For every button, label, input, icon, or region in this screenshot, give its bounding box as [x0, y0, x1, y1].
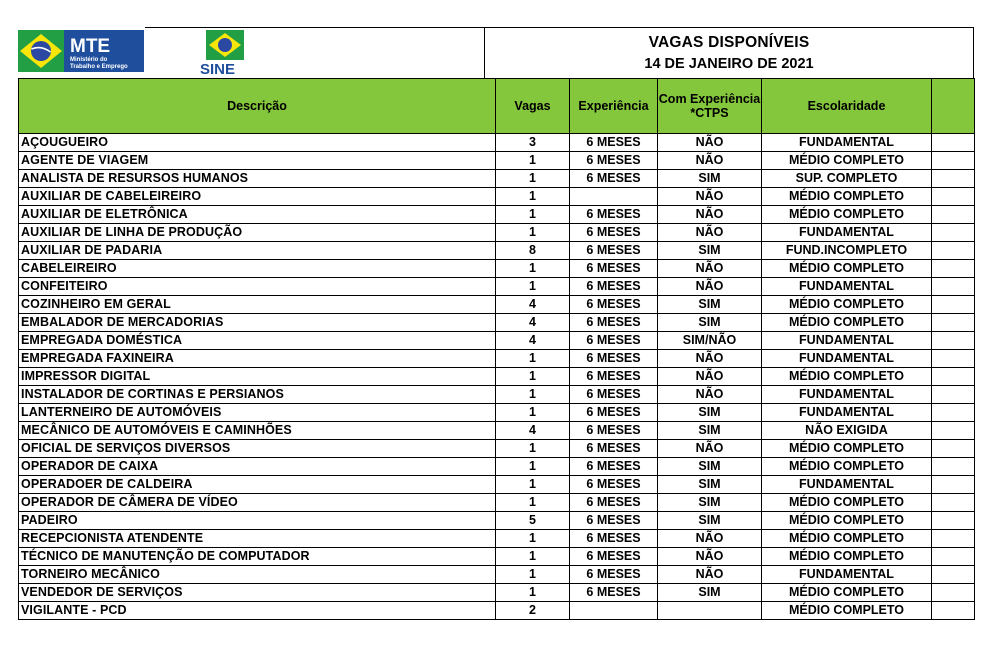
table-row: [19, 206, 975, 224]
cell-ctps: SIM: [658, 170, 762, 188]
cell-vagas: 1: [496, 404, 570, 422]
cell-extra: [932, 224, 975, 242]
column-header-ctps: Com Experiência *CTPS: [658, 79, 762, 134]
cell-ctps: NÃO: [658, 278, 762, 296]
cell-extra: [932, 206, 975, 224]
table-row: [19, 170, 975, 188]
cell-experiencia: 6 MESES: [570, 260, 658, 278]
page-title: VAGAS DISPONÍVEIS: [648, 34, 810, 51]
cell-descricao: TORNEIRO MECÂNICO: [19, 566, 496, 584]
table-row: [19, 404, 975, 422]
cell-descricao: TÉCNICO DE MANUTENÇÃO DE COMPUTADOR: [19, 548, 496, 566]
cell-ctps: SIM: [658, 314, 762, 332]
cell-ctps: NÃO: [658, 350, 762, 368]
cell-vagas: 4: [496, 314, 570, 332]
cell-experiencia: 6 MESES: [570, 386, 658, 404]
table-row: [19, 476, 975, 494]
cell-descricao: AGENTE DE VIAGEM: [19, 152, 496, 170]
cell-escolaridade: FUNDAMENTAL: [762, 566, 932, 584]
cell-extra: [932, 350, 975, 368]
cell-escolaridade: MÉDIO COMPLETO: [762, 548, 932, 566]
cell-descricao: OPERADOR DE CÂMERA DE VÍDEO: [19, 494, 496, 512]
cell-ctps: NÃO: [658, 188, 762, 206]
cell-experiencia: 6 MESES: [570, 584, 658, 602]
cell-extra: [932, 278, 975, 296]
cell-escolaridade: SUP. COMPLETO: [762, 170, 932, 188]
table-row: [19, 224, 975, 242]
cell-ctps: SIM: [658, 296, 762, 314]
cell-experiencia: 6 MESES: [570, 458, 658, 476]
cell-extra: [932, 458, 975, 476]
cell-vagas: 1: [496, 152, 570, 170]
cell-escolaridade: MÉDIO COMPLETO: [762, 458, 932, 476]
column-header-experiencia: Experiência: [570, 79, 658, 134]
cell-experiencia: 6 MESES: [570, 422, 658, 440]
table-row: [19, 422, 975, 440]
cell-descricao: COZINHEIRO EM GERAL: [19, 296, 496, 314]
table-row: [19, 296, 975, 314]
cell-ctps: SIM: [658, 584, 762, 602]
cell-descricao: VENDEDOR DE SERVIÇOS: [19, 584, 496, 602]
cell-descricao: INSTALADOR DE CORTINAS E PERSIANOS: [19, 386, 496, 404]
cell-extra: [932, 512, 975, 530]
cell-escolaridade: MÉDIO COMPLETO: [762, 368, 932, 386]
cell-vagas: 1: [496, 530, 570, 548]
cell-extra: [932, 170, 975, 188]
cell-vagas: 1: [496, 206, 570, 224]
cell-vagas: 1: [496, 278, 570, 296]
cell-escolaridade: MÉDIO COMPLETO: [762, 152, 932, 170]
cell-escolaridade: FUNDAMENTAL: [762, 332, 932, 350]
cell-extra: [932, 332, 975, 350]
cell-experiencia: 6 MESES: [570, 530, 658, 548]
cell-vagas: 1: [496, 566, 570, 584]
cell-escolaridade: MÉDIO COMPLETO: [762, 314, 932, 332]
cell-escolaridade: FUNDAMENTAL: [762, 278, 932, 296]
cell-escolaridade: MÉDIO COMPLETO: [762, 440, 932, 458]
cell-experiencia: 6 MESES: [570, 278, 658, 296]
cell-vagas: 4: [496, 332, 570, 350]
table-row: [19, 332, 975, 350]
cell-experiencia: 6 MESES: [570, 332, 658, 350]
cell-ctps: SIM: [658, 242, 762, 260]
cell-extra: [932, 494, 975, 512]
cell-experiencia: 6 MESES: [570, 512, 658, 530]
table-row: [19, 548, 975, 566]
table-row: [19, 188, 975, 206]
cell-ctps: NÃO: [658, 152, 762, 170]
cell-vagas: 1: [496, 494, 570, 512]
cell-vagas: 4: [496, 296, 570, 314]
cell-extra: [932, 422, 975, 440]
cell-extra: [932, 368, 975, 386]
cell-extra: [932, 242, 975, 260]
cell-escolaridade: FUNDAMENTAL: [762, 134, 932, 152]
cell-extra: [932, 386, 975, 404]
vacancies-table: [18, 78, 975, 620]
cell-ctps: SIM: [658, 422, 762, 440]
cell-experiencia: 6 MESES: [570, 152, 658, 170]
cell-vagas: 1: [496, 440, 570, 458]
cell-descricao: RECEPCIONISTA ATENDENTE: [19, 530, 496, 548]
cell-vagas: 3: [496, 134, 570, 152]
cell-experiencia: 6 MESES: [570, 494, 658, 512]
cell-ctps: SIM: [658, 512, 762, 530]
cell-ctps: SIM: [658, 458, 762, 476]
cell-descricao: VIGILANTE - PCD: [19, 602, 496, 620]
cell-descricao: OPERADOR DE CAIXA: [19, 458, 496, 476]
cell-vagas: 1: [496, 170, 570, 188]
cell-escolaridade: MÉDIO COMPLETO: [762, 530, 932, 548]
table-body: [19, 134, 975, 620]
cell-extra: [932, 440, 975, 458]
mte-logo-sub1: Ministério do: [70, 57, 108, 63]
cell-experiencia: 6 MESES: [570, 350, 658, 368]
column-header-extra: [932, 79, 975, 134]
cell-ctps: NÃO: [658, 368, 762, 386]
mte-logo-text: MTE: [70, 36, 111, 57]
sine-logo: [198, 28, 258, 76]
mte-logo-sub2: Trabalho e Emprego: [70, 64, 128, 70]
cell-vagas: 2: [496, 602, 570, 620]
cell-descricao: EMPREGADA FAXINEIRA: [19, 350, 496, 368]
table-row: [19, 368, 975, 386]
cell-ctps: NÃO: [658, 386, 762, 404]
cell-vagas: 1: [496, 188, 570, 206]
cell-experiencia: 6 MESES: [570, 404, 658, 422]
cell-vagas: 4: [496, 422, 570, 440]
cell-experiencia: 6 MESES: [570, 476, 658, 494]
table-row: [19, 566, 975, 584]
column-header-vagas: Vagas: [496, 79, 570, 134]
cell-descricao: AUXILIAR DE LINHA DE PRODUÇÃO: [19, 224, 496, 242]
logo-area: [18, 28, 484, 78]
cell-vagas: 1: [496, 584, 570, 602]
cell-descricao: PADEIRO: [19, 512, 496, 530]
table-row: [19, 350, 975, 368]
cell-ctps: NÃO: [658, 530, 762, 548]
cell-experiencia: 6 MESES: [570, 224, 658, 242]
cell-extra: [932, 404, 975, 422]
table-row: [19, 458, 975, 476]
cell-descricao: IMPRESSOR DIGITAL: [19, 368, 496, 386]
cell-vagas: 1: [496, 260, 570, 278]
cell-extra: [932, 296, 975, 314]
cell-extra: [932, 134, 975, 152]
sine-logo-text: SINE: [200, 61, 236, 76]
cell-escolaridade: MÉDIO COMPLETO: [762, 602, 932, 620]
cell-escolaridade: MÉDIO COMPLETO: [762, 494, 932, 512]
cell-ctps: NÃO: [658, 548, 762, 566]
cell-extra: [932, 584, 975, 602]
cell-experiencia: 6 MESES: [570, 206, 658, 224]
cell-ctps: NÃO: [658, 134, 762, 152]
cell-escolaridade: MÉDIO COMPLETO: [762, 296, 932, 314]
cell-escolaridade: FUNDAMENTAL: [762, 224, 932, 242]
cell-descricao: AUXILIAR DE ELETRÔNICA: [19, 206, 496, 224]
cell-ctps: SIM: [658, 494, 762, 512]
cell-vagas: 5: [496, 512, 570, 530]
cell-ctps: NÃO: [658, 224, 762, 242]
cell-descricao: ANALISTA DE RESURSOS HUMANOS: [19, 170, 496, 188]
table-row: [19, 584, 975, 602]
cell-ctps: SIM: [658, 476, 762, 494]
cell-experiencia: 6 MESES: [570, 314, 658, 332]
cell-vagas: 1: [496, 224, 570, 242]
cell-extra: [932, 530, 975, 548]
cell-vagas: 1: [496, 476, 570, 494]
cell-descricao: CONFEITEIRO: [19, 278, 496, 296]
table-row: [19, 512, 975, 530]
cell-descricao: CABELEIREIRO: [19, 260, 496, 278]
cell-experiencia: 6 MESES: [570, 368, 658, 386]
table-row: [19, 134, 975, 152]
cell-descricao: AUXILIAR DE PADARIA: [19, 242, 496, 260]
table-header-row: [19, 79, 975, 134]
table-row: [19, 242, 975, 260]
cell-extra: [932, 188, 975, 206]
cell-ctps: SIM/NÃO: [658, 332, 762, 350]
cell-vagas: 1: [496, 548, 570, 566]
cell-escolaridade: FUNDAMENTAL: [762, 350, 932, 368]
cell-extra: [932, 476, 975, 494]
cell-ctps: NÃO: [658, 206, 762, 224]
mte-logo: [18, 28, 144, 74]
cell-experiencia: 6 MESES: [570, 134, 658, 152]
table-row: [19, 494, 975, 512]
cell-escolaridade: MÉDIO COMPLETO: [762, 206, 932, 224]
cell-experiencia: 6 MESES: [570, 170, 658, 188]
table-row: [19, 278, 975, 296]
cell-escolaridade: MÉDIO COMPLETO: [762, 188, 932, 206]
table-row: [19, 602, 975, 620]
cell-experiencia: 6 MESES: [570, 242, 658, 260]
cell-escolaridade: FUNDAMENTAL: [762, 404, 932, 422]
cell-experiencia: 6 MESES: [570, 296, 658, 314]
table-row: [19, 314, 975, 332]
cell-vagas: 8: [496, 242, 570, 260]
table-row: [19, 260, 975, 278]
cell-ctps: NÃO: [658, 566, 762, 584]
column-header-escolaridade: Escolaridade: [762, 79, 932, 134]
table-row: [19, 386, 975, 404]
cell-escolaridade: MÉDIO COMPLETO: [762, 584, 932, 602]
cell-ctps: NÃO: [658, 440, 762, 458]
title-box: [484, 27, 974, 78]
cell-descricao: LANTERNEIRO DE AUTOMÓVEIS: [19, 404, 496, 422]
cell-extra: [932, 152, 975, 170]
cell-descricao: OPERADOER DE CALDEIRA: [19, 476, 496, 494]
cell-extra: [932, 602, 975, 620]
cell-escolaridade: FUNDAMENTAL: [762, 386, 932, 404]
cell-escolaridade: NÃO EXIGIDA: [762, 422, 932, 440]
cell-ctps: NÃO: [658, 260, 762, 278]
cell-extra: [932, 314, 975, 332]
cell-descricao: EMBALADOR DE MERCADORIAS: [19, 314, 496, 332]
cell-experiencia: 6 MESES: [570, 440, 658, 458]
table-row: [19, 440, 975, 458]
cell-ctps: SIM: [658, 404, 762, 422]
cell-vagas: 1: [496, 350, 570, 368]
cell-descricao: EMPREGADA DOMÉSTICA: [19, 332, 496, 350]
table-row: [19, 152, 975, 170]
cell-escolaridade: FUND.INCOMPLETO: [762, 242, 932, 260]
cell-extra: [932, 548, 975, 566]
cell-vagas: 1: [496, 458, 570, 476]
cell-descricao: OFICIAL DE SERVIÇOS DIVERSOS: [19, 440, 496, 458]
column-header-descricao: Descrição: [19, 79, 496, 134]
cell-vagas: 1: [496, 368, 570, 386]
cell-descricao: AUXILIAR DE CABELEIREIRO: [19, 188, 496, 206]
table-row: [19, 530, 975, 548]
page-date: 14 DE JANEIRO DE 2021: [644, 56, 814, 72]
cell-experiencia: 6 MESES: [570, 548, 658, 566]
cell-escolaridade: MÉDIO COMPLETO: [762, 512, 932, 530]
cell-experiencia: [570, 188, 658, 206]
cell-descricao: MECÂNICO DE AUTOMÓVEIS E CAMINHÕES: [19, 422, 496, 440]
cell-descricao: AÇOUGUEIRO: [19, 134, 496, 152]
cell-vagas: 1: [496, 386, 570, 404]
cell-escolaridade: MÉDIO COMPLETO: [762, 260, 932, 278]
cell-escolaridade: FUNDAMENTAL: [762, 476, 932, 494]
cell-extra: [932, 260, 975, 278]
cell-ctps: [658, 602, 762, 620]
cell-extra: [932, 566, 975, 584]
cell-experiencia: 6 MESES: [570, 566, 658, 584]
cell-experiencia: [570, 602, 658, 620]
